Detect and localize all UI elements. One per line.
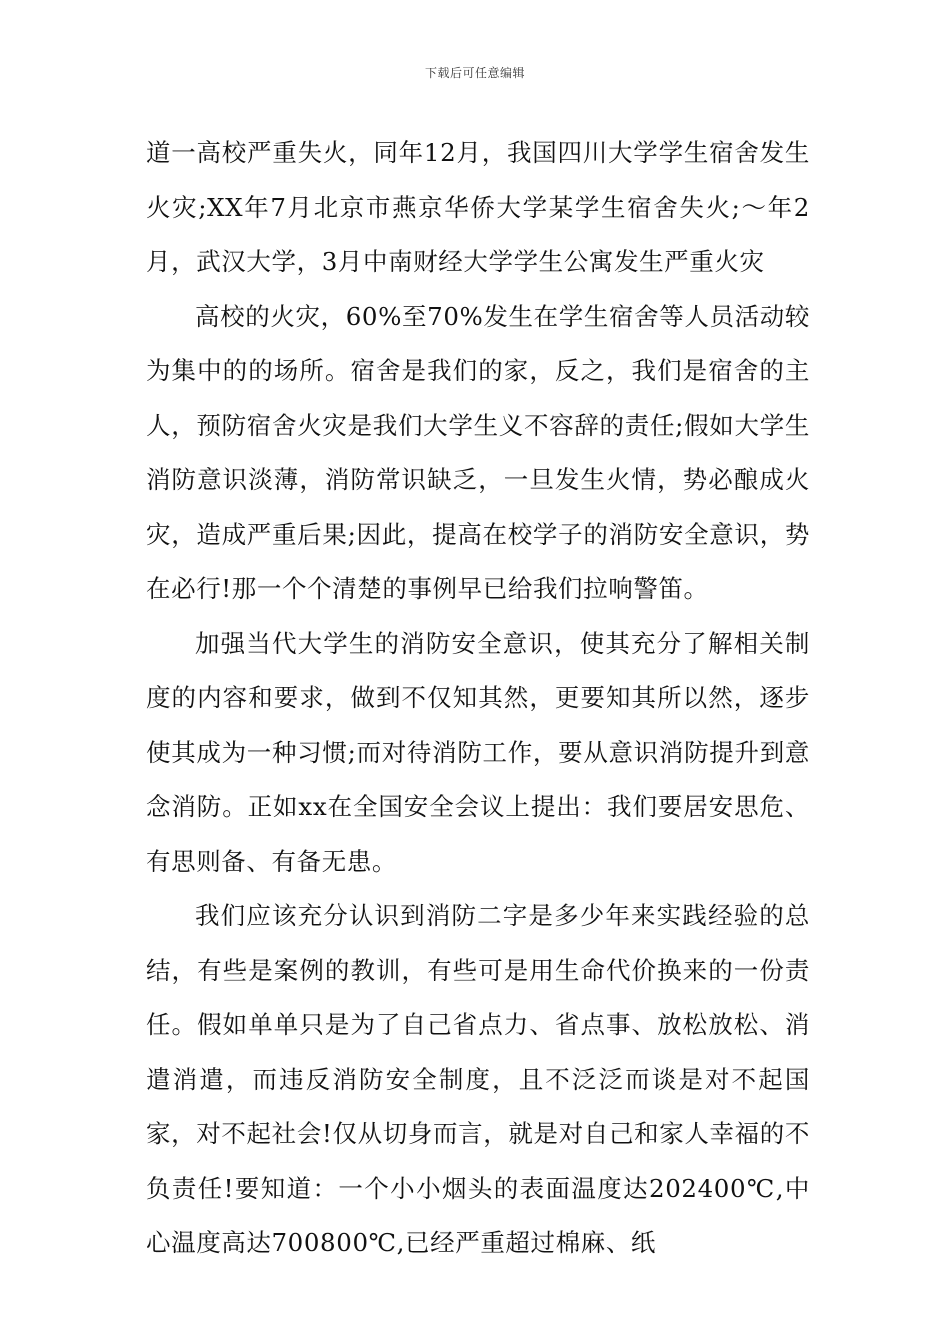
paragraph-safety-awareness: 加强当代大学生的消防安全意识，使其充分了解相关制度的内容和要求，做到不仅知其然，更要知其所以然，逐步使其成为一种习惯;而对待消防工作，要从意识消防提升到意念消防。正如xx在全国安全会议上提出：我们要居安思危、有思则备、有备无患。 xyxy=(146,628,810,876)
paragraph-dormitory-fires: 高校的火灾，60%至70%发生在学生宿舍等人员活动较为集中的的场所。宿舍是我们的家，反之，我们是宿舍的主人，预防宿舍火灾是我们大学生义不容辞的责任;假如大学生消防意识淡薄，消防常识缺乏，一旦发生火情，势必酿成火灾，造成严重后果;因此，提高在校学子的消防安全意识，势在必行!那一个个清楚的事例早已给我们拉响警笛。 xyxy=(146,301,810,603)
paragraph-continuation: 道一高校严重失火，同年12月，我国四川大学学生宿舍发生火灾;XX年7月北京市燕京华侨大学某学生宿舍失火;～年2月，武汉大学，3月中南财经大学学生公寓发生严重火灾 xyxy=(146,138,810,276)
page-header: 下载后可任意编辑 xyxy=(424,66,525,80)
document-body xyxy=(146,126,810,1271)
paragraph-responsibility: 我们应该充分认识到消防二字是多少年来实践经验的总结，有些是案例的教训，有些可是用生命代价换来的一份责任。假如单单只是为了自己省点力、省点事、放松放松、消遣消遣，而违反消防安全制度，且不泛泛而谈是对不起国家，对不起社会!仅从切身而言，就是对自己和家人幸福的不负责任!要知道：一个小小烟头的表面温度达202400℃,中心温度高达700800℃,已经严重超过棉麻、纸 xyxy=(146,901,810,1257)
